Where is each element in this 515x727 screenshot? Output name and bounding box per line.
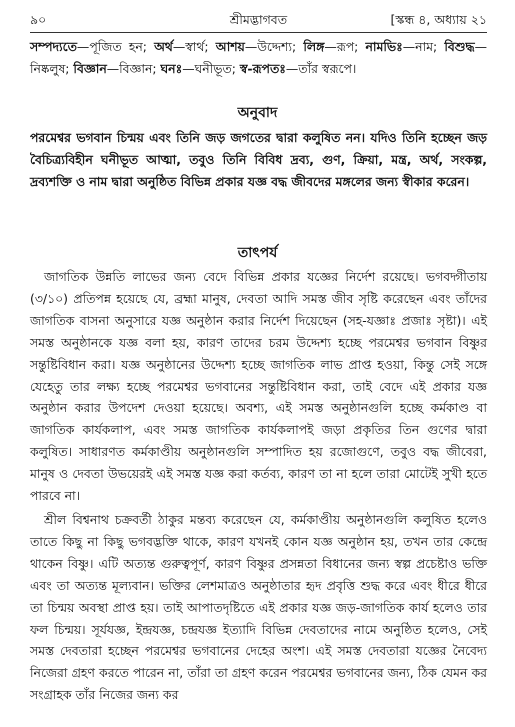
synonym-term: সম্পদ্যতে bbox=[30, 39, 77, 54]
synonym-meaning: —রূপ; bbox=[324, 39, 359, 54]
synonym-term: নামভিঃ bbox=[365, 39, 403, 54]
synonym-entry bbox=[161, 61, 236, 76]
synonym-entry bbox=[303, 39, 358, 54]
synonym-term: অর্থ bbox=[154, 39, 173, 54]
synonym-entry bbox=[240, 61, 356, 76]
synonym-entry bbox=[30, 39, 147, 54]
purport-heading: তাৎপর্য bbox=[237, 245, 278, 261]
running-title: শ্রীমদ্ভাগবত bbox=[229, 12, 288, 27]
synonym-entry bbox=[216, 39, 296, 54]
synonym-meaning: —বিজ্ঞান; bbox=[106, 61, 157, 76]
synonym-meaning: —পূজিত হন; bbox=[76, 39, 147, 54]
page-number: ৯০ bbox=[30, 12, 47, 27]
header-rule bbox=[30, 32, 487, 33]
chapter-reference: [স্কন্ধ ৪, অধ্যায় ২১ bbox=[390, 12, 487, 27]
translation-heading: অনুবাদ bbox=[237, 105, 278, 121]
word-synonyms bbox=[30, 36, 487, 80]
synonym-meaning: —নিষ্কলুষ; bbox=[30, 39, 487, 76]
synonym-term: আশয় bbox=[215, 39, 245, 54]
synonym-entry bbox=[365, 39, 437, 54]
translation-text: পরমেশ্বর ভগবান চিন্ময় এবং তিনি জড় জগতের দ্বারা কলুষিত নন। যদিও তিনি হচ্ছেন জড় বৈচিত্র্যবিহীন ঘনীভূত আত্মা, তবুও তিনি বিবিধ দ্রব্য, গুণ, ক্রিয়া, মন্ত্র, অর্থ, সংকল্প, দ্রব্যশক্তি ও নাম দ্বারা অনুষ্ঠিত বিভিন্ন প্রকার যজ্ঞ বদ্ধ জীবদের মঙ্গলের জন্য স্বীকার করেন। bbox=[30, 130, 487, 189]
purport-text bbox=[30, 266, 487, 706]
synonym-entry bbox=[73, 61, 156, 76]
synonym-term: ঘনঃ bbox=[160, 61, 183, 76]
synonym-entry bbox=[154, 39, 209, 54]
synonym-term: বিশুদ্ধ bbox=[444, 39, 475, 54]
synonym-term: বিজ্ঞান bbox=[73, 61, 107, 76]
purport-paragraph: জাগতিক উন্নতি লাভের জন্য বেদে বিভিন্ন প্রকার যজ্ঞের নির্দেশ রয়েছে। ভগবদ্গীতায় (৩/১০) প্রতিপন্ন হয়েছে যে, ব্রহ্মা মানুষ, দেবতা আদি সমস্ত জীব সৃষ্টি করেছেন এবং তাঁদের জাগতিক বাসনা অনুসারে যজ্ঞ অনুষ্ঠান করার নির্দেশ দিয়েছেন (সহ-যজ্ঞাঃ প্রজাঃ সৃষ্টা)। এই সমস্ত অনুষ্ঠানকে যজ্ঞ বলা হয়, কারণ তাদের চরম উদ্দেশ্য হচ্ছে পরমেশ্বর ভগবান বিষ্ণুর সন্তুষ্টিবিধান করা। যজ্ঞ অনুষ্ঠানের উদ্দেশ্য হচ্ছে জাগতিক লাভ প্রাপ্ত হওয়া, কিন্তু সেই সঙ্গে যেহেতু তার লক্ষ্য হচ্ছে পরমেশ্বর ভগবানের সন্তুষ্টিবিধান করা, তাই বেদে এই প্রকার যজ্ঞ অনুষ্ঠান করার উপদেশ দেওয়া হয়েছে। অবশ্য, এই সমস্ত অনুষ্ঠানগুলি হচ্ছে কর্মকাণ্ড বা জাগতিক কার্যকলাপ, এবং সমস্ত জাগতিক কার্যকলাপই জড়া প্রকৃতির তিন গুণের দ্বারা কলুষিত। সাধারণত কর্মকাণ্ডীয় অনুষ্ঠানগুলি সম্পাদিত হয় রজোগুণে, তবুও বদ্ধ জীবেরা, মানুষ ও দেবতা উভয়েরই এই সমস্ত যজ্ঞ করা কর্তব্য, কারণ তা না হলে তারা মোটেই সুখী হতে পারবে না। bbox=[30, 269, 487, 504]
synonym-term: স্ব-রূপতঃ bbox=[239, 61, 286, 76]
synonym-meaning: —উদ্দেশ্য; bbox=[244, 39, 297, 54]
synonym-term: লিঙ্গ bbox=[303, 39, 325, 54]
page-header bbox=[30, 10, 487, 32]
synonym-meaning: —স্বার্থ; bbox=[172, 39, 209, 54]
purport-paragraph: শ্রীল বিশ্বনাথ চক্রবর্তী ঠাকুর মন্তব্য করেছেন যে, কর্মকাণ্ডীয় অনুষ্ঠানগুলি কলুষিত হলেও তাতে কিছু না কিছু ভগবদ্ভক্তি থাকে, কারণ যখনই কোন যজ্ঞ অনুষ্ঠান হয়, তখন তার কেন্দ্রে থাকেন বিষ্ণু। এটি অত্যন্ত গুরুত্বপূর্ণ, কারণ বিষ্ণুর প্রসন্নতা বিধানের জন্য স্বল্প প্রচেষ্টাও ভক্তি এবং তা অত্যন্ত মূল্যবান। ভক্তির লেশমাত্রও অনুষ্ঠাতার হৃদ প্রবৃত্তি শুদ্ধ করে এবং ধীরে ধীরে তা চিন্ময় অবস্থা প্রাপ্ত হয়। তাই আপাতদৃষ্টিতে এই প্রকার যজ্ঞ জড়-জাগতিক কার্য হলেও তার ফল চিন্ময়। সূর্যযজ্ঞ, ইন্দ্রযজ্ঞ, চন্দ্রযজ্ঞ ইত্যাদি বিভিন্ন দেবতাদের নামে অনুষ্ঠিত হলেও, সেই সমস্ত দেবতারা হচ্ছেন পরমেশ্বর ভগবানের দেহের অংশ। এই সমস্ত দেবতারা যজ্ঞের নৈবেদ্য নিজেরা গ্রহণ করতে পারেন না, তাঁরা তা গ্রহণ করেন পরমেশ্বর ভগবানের জন্য, ঠিক যেমন কর সংগ্রাহক তাঁর নিজের জন্য কর bbox=[30, 511, 487, 703]
synonym-meaning: —ঘনীভূত; bbox=[182, 61, 236, 76]
synonym-meaning: —নাম; bbox=[402, 39, 438, 54]
synonym-meaning: —তাঁর স্বরূপে। bbox=[285, 61, 357, 76]
